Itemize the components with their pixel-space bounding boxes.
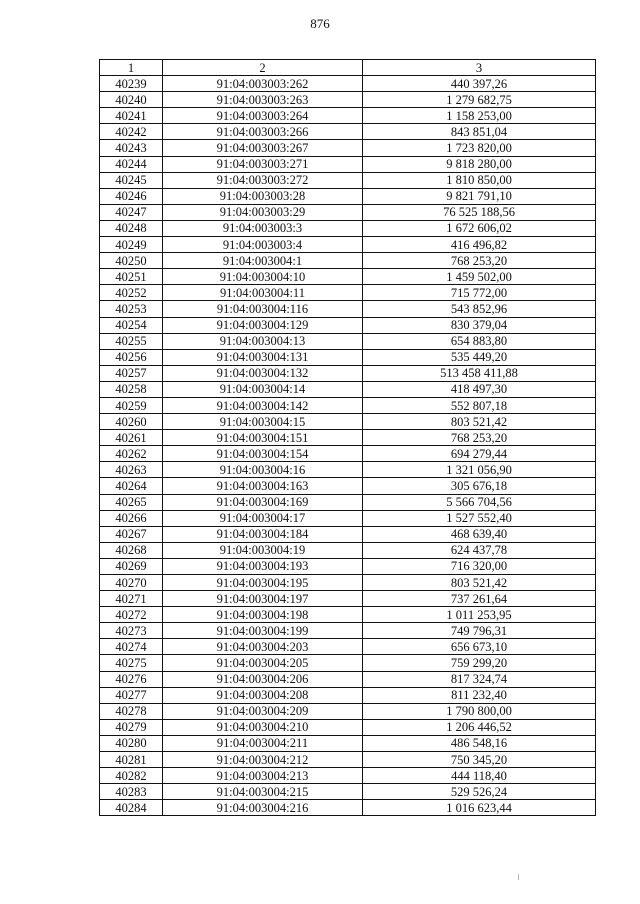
cadastral-number-cell: 91:04:003004:13 [163,333,363,349]
cadastral-number-cell: 91:04:003004:205 [163,655,363,671]
row-number-cell: 40260 [100,414,163,430]
cadastral-number-cell: 91:04:003004:193 [163,558,363,574]
cadastral-number-cell: 91:04:003004:195 [163,575,363,591]
row-number-cell: 40276 [100,671,163,687]
value-cell: 654 883,80 [363,333,596,349]
value-cell: 1 527 552,40 [363,510,596,526]
cadastral-number-cell: 91:04:003004:209 [163,703,363,719]
value-cell: 811 232,40 [363,687,596,703]
value-cell: 803 521,42 [363,575,596,591]
table-row [100,365,596,381]
table-row [100,349,596,365]
value-cell: 1 723 820,00 [363,140,596,156]
cadastral-number-cell: 91:04:003004:14 [163,381,363,397]
page-number: 876 [310,16,330,31]
cadastral-number-cell: 91:04:003004:198 [163,607,363,623]
row-number-cell: 40251 [100,269,163,285]
value-cell: 803 521,42 [363,414,596,430]
table-row [100,526,596,542]
table-row [100,430,596,446]
cadastral-number-cell: 91:04:003004:10 [163,269,363,285]
row-number-cell: 40281 [100,752,163,768]
column-header-value: 3 [363,60,596,76]
value-cell: 1 206 446,52 [363,719,596,735]
cadastral-number-cell: 91:04:003003:264 [163,108,363,124]
cadastral-number-cell: 91:04:003004:151 [163,430,363,446]
value-cell: 750 345,20 [363,752,596,768]
row-number-cell: 40277 [100,687,163,703]
table-row [100,784,596,800]
value-cell: 1 459 502,00 [363,269,596,285]
table-row [100,768,596,784]
cadastral-number-cell: 91:04:003004:1 [163,253,363,269]
table-row [100,462,596,478]
table-row [100,317,596,333]
value-cell: 759 299,20 [363,655,596,671]
cadastral-number-cell: 91:04:003003:263 [163,92,363,108]
cadastral-value-table [99,59,596,816]
row-number-cell: 40239 [100,76,163,92]
value-cell: 624 437,78 [363,542,596,558]
row-number-cell: 40247 [100,204,163,220]
row-number-cell: 40271 [100,591,163,607]
value-cell: 1 158 253,00 [363,108,596,124]
table-row [100,414,596,430]
row-number-cell: 40262 [100,446,163,462]
cadastral-number-cell: 91:04:003004:210 [163,719,363,735]
row-number-cell: 40268 [100,542,163,558]
row-number-cell: 40279 [100,719,163,735]
cadastral-number-cell: 91:04:003003:4 [163,237,363,253]
table-row [100,381,596,397]
cadastral-number-cell: 91:04:003003:267 [163,140,363,156]
cadastral-number-cell: 91:04:003004:17 [163,510,363,526]
table-row [100,494,596,510]
table-row [100,253,596,269]
value-cell: 749 796,31 [363,623,596,639]
row-number-cell: 40263 [100,462,163,478]
table-header-row [100,60,596,76]
table-row [100,510,596,526]
cadastral-number-cell: 91:04:003004:169 [163,494,363,510]
cadastral-number-cell: 91:04:003003:3 [163,220,363,236]
row-number-cell: 40246 [100,188,163,204]
row-number-cell: 40245 [100,172,163,188]
cadastral-number-cell: 91:04:003004:213 [163,768,363,784]
value-cell: 5 566 704,56 [363,494,596,510]
row-number-cell: 40242 [100,124,163,140]
value-cell: 716 320,00 [363,558,596,574]
row-number-cell: 40244 [100,156,163,172]
row-number-cell: 40267 [100,526,163,542]
row-number-cell: 40273 [100,623,163,639]
table-row [100,269,596,285]
table-row [100,542,596,558]
table-row [100,285,596,301]
cadastral-number-cell: 91:04:003004:116 [163,301,363,317]
table-row [100,752,596,768]
row-number-cell: 40284 [100,800,163,816]
table-row [100,76,596,92]
value-cell: 737 261,64 [363,591,596,607]
value-cell: 543 852,96 [363,301,596,317]
value-cell: 1 279 682,75 [363,92,596,108]
cadastral-number-cell: 91:04:003004:206 [163,671,363,687]
value-cell: 656 673,10 [363,639,596,655]
row-number-cell: 40249 [100,237,163,253]
cadastral-number-cell: 91:04:003004:163 [163,478,363,494]
table-row [100,591,596,607]
cadastral-number-cell: 91:04:003003:271 [163,156,363,172]
value-cell: 1 016 623,44 [363,800,596,816]
row-number-cell: 40275 [100,655,163,671]
table-row [100,735,596,751]
cadastral-number-cell: 91:04:003003:262 [163,76,363,92]
column-header-number: 1 [100,60,163,76]
scan-speck [518,874,519,880]
row-number-cell: 40248 [100,220,163,236]
cadastral-number-cell: 91:04:003004:132 [163,365,363,381]
row-number-cell: 40278 [100,703,163,719]
cadastral-number-cell: 91:04:003004:197 [163,591,363,607]
cadastral-number-cell: 91:04:003003:272 [163,172,363,188]
value-cell: 529 526,24 [363,784,596,800]
cadastral-number-cell: 91:04:003003:29 [163,204,363,220]
table-row [100,446,596,462]
table-row [100,623,596,639]
cadastral-number-cell: 91:04:003004:215 [163,784,363,800]
value-cell: 486 548,16 [363,735,596,751]
row-number-cell: 40256 [100,349,163,365]
table-row [100,237,596,253]
table-row [100,333,596,349]
row-number-cell: 40265 [100,494,163,510]
row-number-cell: 40253 [100,301,163,317]
row-number-cell: 40261 [100,430,163,446]
table-row [100,478,596,494]
value-cell: 440 397,26 [363,76,596,92]
table-row [100,140,596,156]
table-row [100,671,596,687]
table-row [100,172,596,188]
value-cell: 418 497,30 [363,381,596,397]
value-cell: 843 851,04 [363,124,596,140]
cadastral-number-cell: 91:04:003004:15 [163,414,363,430]
value-cell: 715 772,00 [363,285,596,301]
cadastral-number-cell: 91:04:003004:203 [163,639,363,655]
row-number-cell: 40283 [100,784,163,800]
table-row [100,108,596,124]
cadastral-number-cell: 91:04:003004:212 [163,752,363,768]
row-number-cell: 40258 [100,381,163,397]
table-row [100,92,596,108]
row-number-cell: 40270 [100,575,163,591]
value-cell: 444 118,40 [363,768,596,784]
column-header-cadastral-number: 2 [163,60,363,76]
value-cell: 768 253,20 [363,430,596,446]
row-number-cell: 40264 [100,478,163,494]
cadastral-number-cell: 91:04:003004:142 [163,397,363,413]
cadastral-number-cell: 91:04:003004:208 [163,687,363,703]
table-row [100,124,596,140]
row-number-cell: 40241 [100,108,163,124]
cadastral-number-cell: 91:04:003004:16 [163,462,363,478]
row-number-cell: 40257 [100,365,163,381]
row-number-cell: 40250 [100,253,163,269]
row-number-cell: 40272 [100,607,163,623]
value-cell: 830 379,04 [363,317,596,333]
value-cell: 416 496,82 [363,237,596,253]
cadastral-number-cell: 91:04:003004:216 [163,800,363,816]
row-number-cell: 40252 [100,285,163,301]
table-body [100,76,596,816]
table-row [100,639,596,655]
table-row [100,655,596,671]
row-number-cell: 40255 [100,333,163,349]
value-cell: 76 525 188,56 [363,204,596,220]
value-cell: 1 810 850,00 [363,172,596,188]
value-cell: 9 821 791,10 [363,188,596,204]
value-cell: 9 818 280,00 [363,156,596,172]
cadastral-number-cell: 91:04:003004:199 [163,623,363,639]
cadastral-number-cell: 91:04:003003:266 [163,124,363,140]
cadastral-number-cell: 91:04:003004:211 [163,735,363,751]
value-cell: 768 253,20 [363,253,596,269]
value-cell: 1 011 253,95 [363,607,596,623]
row-number-cell: 40282 [100,768,163,784]
cadastral-number-cell: 91:04:003004:184 [163,526,363,542]
value-cell: 1 790 800,00 [363,703,596,719]
value-cell: 513 458 411,88 [363,365,596,381]
table-row [100,703,596,719]
table-row [100,301,596,317]
row-number-cell: 40269 [100,558,163,574]
table-row [100,719,596,735]
value-cell: 552 807,18 [363,397,596,413]
value-cell: 1 672 606,02 [363,220,596,236]
value-cell: 1 321 056,90 [363,462,596,478]
table-row [100,607,596,623]
row-number-cell: 40266 [100,510,163,526]
value-cell: 468 639,40 [363,526,596,542]
table-row [100,188,596,204]
table-row [100,687,596,703]
row-number-cell: 40280 [100,735,163,751]
cadastral-number-cell: 91:04:003004:11 [163,285,363,301]
value-cell: 535 449,20 [363,349,596,365]
table-row [100,397,596,413]
table-row [100,575,596,591]
cadastral-number-cell: 91:04:003004:19 [163,542,363,558]
table-row [100,204,596,220]
row-number-cell: 40259 [100,397,163,413]
row-number-cell: 40274 [100,639,163,655]
cadastral-number-cell: 91:04:003004:154 [163,446,363,462]
cadastral-number-cell: 91:04:003004:129 [163,317,363,333]
row-number-cell: 40243 [100,140,163,156]
table-row [100,558,596,574]
table-row [100,800,596,816]
value-cell: 694 279,44 [363,446,596,462]
table-row [100,156,596,172]
row-number-cell: 40240 [100,92,163,108]
row-number-cell: 40254 [100,317,163,333]
cadastral-number-cell: 91:04:003003:28 [163,188,363,204]
table-row [100,220,596,236]
value-cell: 817 324,74 [363,671,596,687]
value-cell: 305 676,18 [363,478,596,494]
cadastral-number-cell: 91:04:003004:131 [163,349,363,365]
